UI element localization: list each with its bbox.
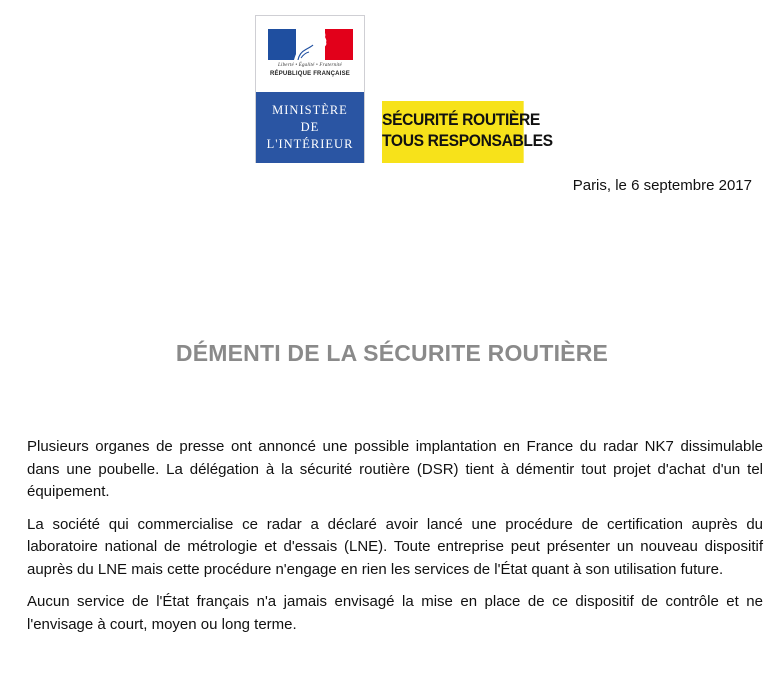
ministry-line: L'INTÉRIEUR (266, 137, 354, 151)
republique-francaise-block (256, 16, 364, 92)
republic-name: RÉPUBLIQUE FRANÇAISE (269, 71, 350, 77)
republic-motto: Liberté • Égalité • Fraternité (278, 63, 342, 68)
badge-line: SÉCURITÉ ROUTIÈRE (382, 110, 540, 129)
ministry-line: MINISTÈRE (272, 103, 348, 117)
securite-routiere-badge (382, 101, 553, 163)
ministry-line: DE (300, 120, 320, 134)
body-paragraph: Aucun service de l'État français n'a jamais envisagé la mise en place de ce dispositif de contrôle et ne l'envisage à court, moyen ou long terme. (27, 593, 763, 633)
document-body (27, 436, 763, 646)
ministry-name-block (256, 92, 364, 163)
document-title: DÉMENTI DE LA SÉCURITE ROUTIÈRE (175, 340, 609, 366)
badge-line: TOUS RESPONSABLES (382, 131, 553, 150)
body-paragraph: Plusieurs organes de presse ont annoncé une possible implantation en France du radar NK7 dissimulable dans une poubelle. La délégation à la sécurité routière (DSR) tient à démentir tout projet d'achat d'un tel équipement. (27, 438, 763, 500)
marianne-profile-icon (268, 29, 353, 60)
ministere-interieur-logo (255, 15, 365, 163)
document-date: Paris, le 6 septembre 2017 (572, 177, 752, 194)
body-paragraph: La société qui commercialise ce radar a déclaré avoir lancé une procédure de certification auprès du laboratoire national de métrologie et d'essais (LNE). Toute entreprise peut présenter un nouveau dispositif auprès du LNE mais cette procédure n'engage en rien les services de l'État quant à son utilisation future. (27, 515, 763, 578)
